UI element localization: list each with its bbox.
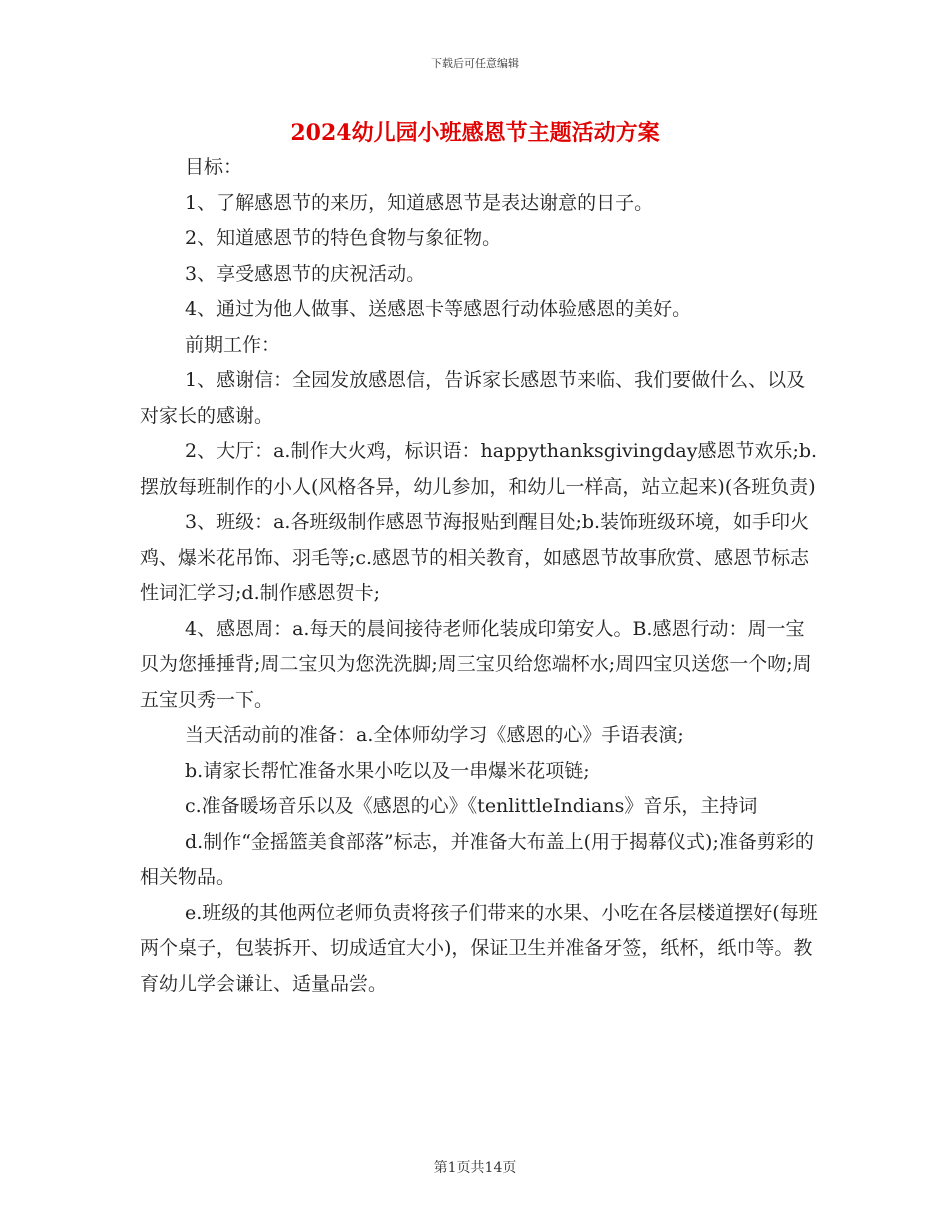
document-body — [140, 150, 820, 1002]
page-number: 第1页共14页 — [433, 1160, 517, 1176]
paragraph-goals-heading: 目标： — [185, 156, 243, 178]
paragraph-prep-2: 2、大厅：a.制作大火鸡，标识语：happythanksgivingday感恩节欢乐;b.摆放每班制作的小人(风格各异，幼儿参加，和幼儿一样高，站立起来)(各班负责) — [140, 440, 818, 498]
paragraph-day-prep-d: d.制作“金摇篮美食部落”标志，并准备大布盖上(用于揭幕仪式);准备剪彩的相关物品。 — [140, 830, 814, 888]
paragraph-goal-3: 3、享受感恩节的庆祝活动。 — [185, 262, 426, 285]
paragraph-goal-1: 1、了解感恩节的来历，知道感恩节是表达谢意的日子。 — [185, 191, 654, 214]
document-title: 2024幼儿园小班感恩节主题活动方案 — [290, 120, 660, 146]
paragraph-day-prep-a: 当天活动前的准备：a.全体师幼学习《感恩的心》手语表演; — [185, 724, 684, 746]
paragraph-day-prep-b: b.请家长帮忙准备水果小吃以及一串爆米花项链; — [185, 759, 590, 782]
paragraph-prep-1: 1、感谢信：全园发放感恩信，告诉家长感恩节来临、我们要做什么、以及对家长的感谢。 — [140, 369, 806, 427]
paragraph-prep-3: 3、班级：a.各班级制作感恩节海报贴到醒目处;b.装饰班级环境，如手印火鸡、爆米花吊饰、羽毛等;c.感恩节的相关教育，如感恩节故事欣赏、感恩节标志性词汇学习;d.制作感恩贺卡; — [140, 511, 810, 604]
paragraph-day-prep-e: e.班级的其他两位老师负责将孩子们带来的水果、小吃在各层楼道摆好(每班两个桌子，包装拆开、切成适宜大小)，保证卫生并准备牙签，纸杯，纸巾等。教育幼儿学会谦让、适量品尝。 — [140, 901, 818, 995]
paragraph-prep-4: 4、感恩周：a.每天的晨间接待老师化装成印第安人。B.感恩行动：周一宝贝为您捶捶背;周二宝贝为您洗洗脚;周三宝贝给您端杯水;周四宝贝送您一个吻;周五宝贝秀一下。 — [140, 617, 812, 711]
header-note: 下载后可任意编辑 — [431, 57, 519, 70]
paragraph-goal-2: 2、知道感恩节的特色食物与象征物。 — [185, 227, 502, 249]
paragraph-prep-heading: 前期工作： — [185, 333, 281, 356]
paragraph-goal-4: 4、通过为他人做事、送感恩卡等感恩行动体验感恩的美好。 — [185, 298, 692, 320]
paragraph-day-prep-c: c.准备暖场音乐以及《感恩的心》《tenlittleIndians》音乐，主持词 — [185, 795, 758, 817]
